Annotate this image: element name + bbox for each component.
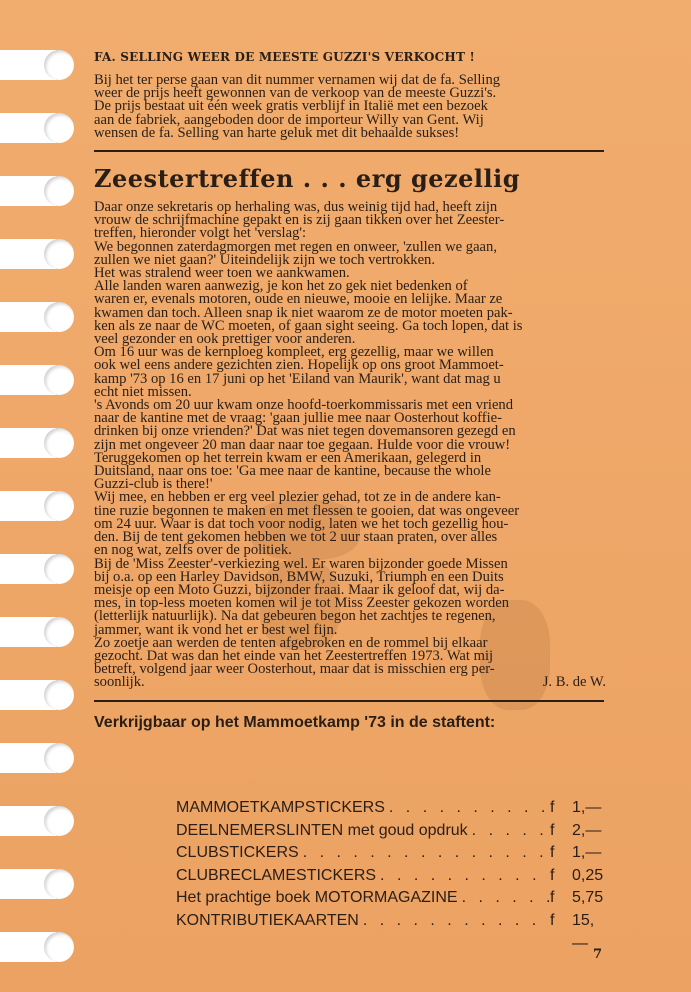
text-line: naar de kantine met de vraag: 'gaan jullie mee naar Oosterhout koffie- xyxy=(94,410,502,427)
binder-hole-rim xyxy=(44,491,74,521)
list-item xyxy=(176,910,606,955)
binder-hole-rim xyxy=(44,554,74,584)
item-currency: f xyxy=(550,866,555,884)
text-line: aan de fabriek, aangeboden door de importeur Willy van Gent. Wij xyxy=(94,111,484,128)
item-price: 5,75 xyxy=(572,889,604,907)
text-line: om 24 uur. Waar is dat toch voor nodig, laten we het toch gezellig hou- xyxy=(94,515,509,532)
text-line: We begonnen zaterdagmorgen met regen en onweer, 'zullen we gaan, xyxy=(94,238,497,255)
item-currency: f xyxy=(550,889,555,907)
binder-hole-rim xyxy=(44,869,74,899)
binder-hole-rim xyxy=(44,302,74,332)
text-line: wensen de fa. Selling van harte geluk met dit behaalde sukses! xyxy=(94,124,460,141)
text-line: en nog wat, zelfs over de politiek. xyxy=(94,542,292,559)
leader-dots xyxy=(468,820,550,843)
article-closing xyxy=(94,676,606,689)
binder-holes xyxy=(0,0,80,992)
text-line: echt niet missen. xyxy=(94,383,192,400)
text-line: zullen we niet gaan?' Uiteindelijk zijn we toch vertrokken. xyxy=(94,251,436,268)
offers-title: Verkrijgbaar op het Mammoetkamp '73 in de staftent: xyxy=(94,713,496,731)
text-line: (letterlijk natuurlijk). Na dat gebeuren begon het zachtjes te regenen, xyxy=(94,608,496,625)
text-line: Guzzi-club is there!' xyxy=(94,476,213,493)
item-price: 1,— xyxy=(572,844,602,862)
item-name: MAMMOETKAMPSTICKERS xyxy=(176,799,385,816)
text-line: drinken bij onze vrienden?' Dat was niet tegen dovemansoren gezegd en xyxy=(94,423,516,440)
section-divider xyxy=(94,700,604,702)
text-line: kamp '73 op 16 en 17 juni op het 'Eiland van Maurik', want dat mag u xyxy=(94,370,501,387)
text-line: veel gezonder en ook prettiger voor anderen. xyxy=(94,331,356,348)
binder-hole-rim xyxy=(44,113,74,143)
item-name: KONTRIBUTIEKAARTEN xyxy=(176,911,359,929)
page-number: 7 xyxy=(593,947,603,962)
item-name: Het prachtige boek MOTORMAGAZINE xyxy=(176,889,458,907)
leader-dots xyxy=(458,887,550,910)
text-line: Alle landen waren aanwezig, je kon het zo gek niet bedenken of xyxy=(94,278,468,295)
text-line: ook wel eens andere gezichten zien. Hopelijk op ons groot Mammoet- xyxy=(94,357,504,374)
text-line: Teruggekomen op het terrein kwam er een Amerikaan, gelegerd in xyxy=(94,449,482,466)
item-currency: f xyxy=(550,844,555,862)
text-line: tine ruzie begonnen te maken en met flessen te gooien, dat was ongeveer xyxy=(94,502,520,519)
item-price: 15,— xyxy=(572,911,595,952)
binder-hole-rim xyxy=(44,932,74,962)
item-currency: f xyxy=(550,911,555,929)
page-content xyxy=(94,50,606,740)
text-line: gezocht. Dat was dan het einde van het Zeestertreffen 1973. Wat mij xyxy=(94,647,494,664)
section-divider xyxy=(94,150,604,152)
news-section xyxy=(94,50,606,140)
text-line: Het was stralend weer toen we aankwamen. xyxy=(94,265,350,282)
text-line: Duitsland, naar ons toe: 'Ga mee naar de kantine, because the whole xyxy=(94,463,491,480)
text-line: bij o.a. op een Harley Davidson, BMW, Suzuki, Triumph en een Duits xyxy=(94,568,504,585)
item-name: DEELNEMERSLINTEN met goud opdruk xyxy=(176,821,468,839)
list-item xyxy=(176,820,606,843)
news-headline: FA. SELLING WEER DE MEESTE GUZZI'S VERKOCHT ! xyxy=(94,50,475,64)
text-line: De prijs bestaat uit één week gratis verblijf in Italië met een bezoek xyxy=(94,98,488,115)
text-line: ken als ze naar de WC moeten, of gaan sight seeing. Ga toch lopen, dat is xyxy=(94,317,523,334)
text-line: Bij de 'Miss Zeester'-verkiezing wel. Er waren bijzonder goede Missen xyxy=(94,555,508,572)
text-line: Daar onze sekretaris op herhaling was, dus weinig tijd had, heeft zijn xyxy=(94,199,498,216)
text-line: zijn met ongeveer 20 man daar naar toe gegaan. Hulde voor die vrouw! xyxy=(94,436,511,453)
text-line: den. Bij de tent gekomen hebben we tot 2 uur staan praten, over alles xyxy=(94,529,498,546)
list-item xyxy=(176,797,606,820)
item-price: 0,25 xyxy=(572,866,604,884)
text-line: Wij mee, en hebben er erg veel plezier gehad, tot ze in de andere kan- xyxy=(94,489,501,506)
news-text xyxy=(94,74,606,140)
list-item xyxy=(176,887,606,910)
item-price: 2,— xyxy=(572,821,602,839)
item-name: CLUBSTICKERS xyxy=(176,844,299,862)
text-line: betreft, volgend jaar weer Oosterhout, maar dat is misschien erg per- xyxy=(94,661,495,678)
item-currency: f xyxy=(550,821,555,839)
leader-dots xyxy=(376,865,550,888)
binder-hole-rim xyxy=(44,176,74,206)
leader-dots xyxy=(385,797,550,820)
text-line: soonlijk. xyxy=(94,674,145,691)
article-author: J. B. de W. xyxy=(542,674,606,691)
binder-hole-rim xyxy=(44,50,74,80)
binder-hole-rim xyxy=(44,680,74,710)
binder-hole-rim xyxy=(44,743,74,773)
text-line: Zo zoetje aan werden de tenten afgebroken en de rommel bij elkaar xyxy=(94,634,488,651)
text-line: 's Avonds om 20 uur kwam onze hoofd-toerkommissaris met een vriend xyxy=(94,397,514,414)
binder-hole-rim xyxy=(44,239,74,269)
binder-hole-rim xyxy=(44,806,74,836)
text-line: jammer, want ik vond het er best wel fijn. xyxy=(94,621,338,638)
offers-list xyxy=(176,797,606,955)
leader-dots xyxy=(299,842,550,865)
article-section xyxy=(94,164,606,690)
item-price: 1,— xyxy=(572,799,602,816)
text-line: treffen, hieronder volgt het 'verslag': xyxy=(94,225,307,242)
binder-hole-rim xyxy=(44,428,74,458)
article-title: Zeestertreffen . . . erg gezellig xyxy=(94,164,521,194)
list-item xyxy=(176,842,606,865)
text-line: weer de prijs heeft gewonnen van de verkoop van de meeste Guzzi's. xyxy=(94,85,497,102)
binder-hole-rim xyxy=(44,365,74,395)
text-line: Om 16 uur was de kernploeg kompleet, erg gezellig, maar we willen xyxy=(94,344,494,361)
item-name: CLUBRECLAMESTICKERS xyxy=(176,866,377,884)
list-item xyxy=(176,865,606,888)
leader-dots xyxy=(359,910,550,933)
text-line: kwamen dan toch. Alleen snap ik niet waarom ze de motor moeten pak- xyxy=(94,304,513,321)
binder-hole-rim xyxy=(44,617,74,647)
text-line: waren er, evenals motoren, oude en nieuwe, mooie en lelijke. Maar ze xyxy=(94,291,503,308)
text-line: mes, in top-less moeten komen wil je tot Miss Zeester gekozen worden xyxy=(94,595,510,612)
item-currency: f xyxy=(550,799,555,816)
article-text xyxy=(94,201,606,690)
text-line: meisje op een Moto Guzzi, bijzonder fraai. Maar ik geloof dat, wij da- xyxy=(94,581,505,598)
text-line: vrouw de schrijfmachine gepakt en is zij gaan tikken over het Zeester- xyxy=(94,212,505,229)
text-line: Bij het ter perse gaan van dit nummer vernamen wij dat de fa. Selling xyxy=(94,72,501,88)
